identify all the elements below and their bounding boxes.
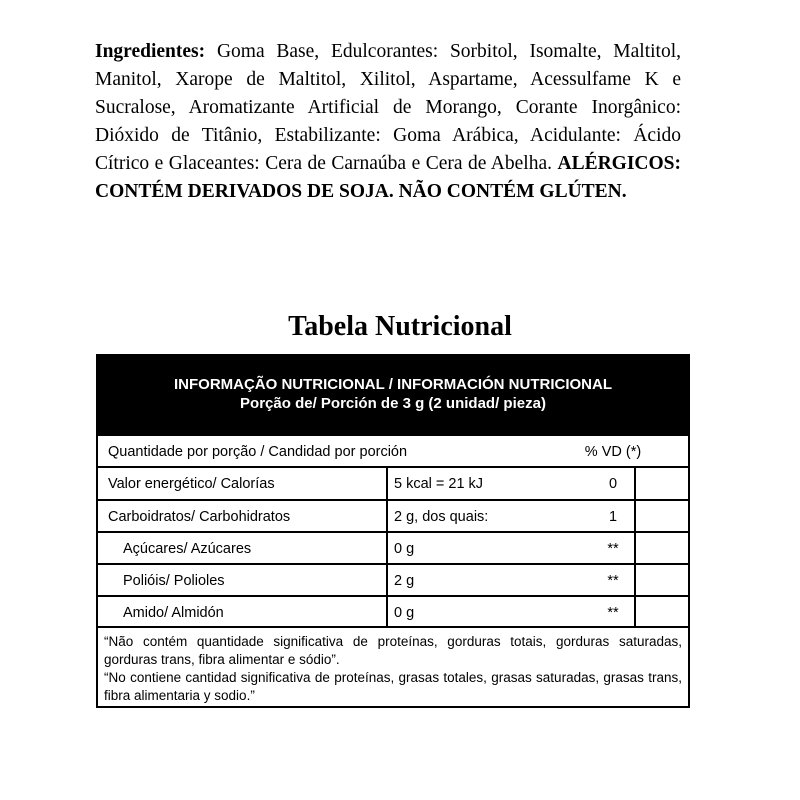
column-divider-left [386, 466, 388, 628]
nutrient-vd: ** [607, 573, 619, 589]
nutrient-vd: 0 [608, 476, 618, 492]
ingredients-label: Ingredientes: [95, 41, 206, 62]
nutrient-name: Valor energético/ Calorías [108, 476, 275, 492]
nutrient-amount: 0 g [394, 605, 415, 621]
table-header [98, 356, 688, 434]
footnote-pt: “Não contém quantidade significativa de proteínas, gorduras totais, gorduras saturadas, gorduras trans, fibra alimentar e sódio”. [104, 634, 682, 667]
nutrient-vd: ** [607, 541, 619, 557]
nutrient-amount: 2 g [394, 573, 415, 589]
ingredients-paragraph [95, 38, 681, 206]
nutrient-name: Polióis/ Polioles [123, 573, 225, 589]
column-divider-right [634, 466, 636, 628]
table-row [98, 531, 688, 563]
allergens-warning: ALÉRGICOS: CONTÉM DERIVADOS DE SOJA. NÃO CONTÉM GLÚTEN. [95, 153, 682, 202]
nutrient-amount: 2 g, dos quais: [394, 509, 489, 525]
nutrient-amount: 0 g [394, 541, 415, 557]
table-header-title: INFORMAÇÃO NUTRICIONAL / INFORMACIÓN NUTRICIONAL [173, 376, 613, 393]
footnote [98, 626, 688, 705]
nutrition-table [96, 354, 690, 708]
ingredients-text: Goma Base, Edulcorantes: Sorbitol, Isomalte, Maltitol, Manitol, Xarope de Maltitol, Xilitol, Aspartame, Acessulfame K e Sucralose, Aromatizante Artificial de Morango, Corante Inorgânico: Dióxido de Titânio, Estabilizante: Goma Arábica, Acidulante: Ácido Cítrico e Glaceantes: Cera de Carnaúba e Cera de Abelha. [95, 41, 682, 174]
nutrient-vd: ** [607, 605, 619, 621]
column-header-vd: % VD (*) [584, 444, 642, 460]
table-row [98, 499, 688, 531]
nutrient-name: Amido/ Almidón [123, 605, 224, 621]
nutrient-name: Açúcares/ Azúcares [123, 541, 252, 557]
nutrition-table-title: Tabela Nutricional [288, 311, 512, 342]
table-header-serving: Porção de/ Porción de 3 g (2 unidad/ pieza) [240, 395, 546, 412]
nutrient-amount: 5 kcal = 21 kJ [394, 476, 484, 492]
column-header-quantity: Quantidade por porção / Candidad por porción [108, 444, 408, 460]
table-row [98, 563, 688, 595]
nutrient-name: Carboidratos/ Carbohidratos [108, 509, 291, 525]
table-row [98, 466, 688, 499]
nutrient-vd: 1 [608, 509, 618, 525]
table-row [98, 595, 688, 626]
footnote-es: “No contiene cantidad significativa de proteínas, grasas totales, grasas saturadas, grasas trans, fibra alimentaria y sodio.” [104, 670, 682, 703]
column-header-row [98, 434, 688, 466]
